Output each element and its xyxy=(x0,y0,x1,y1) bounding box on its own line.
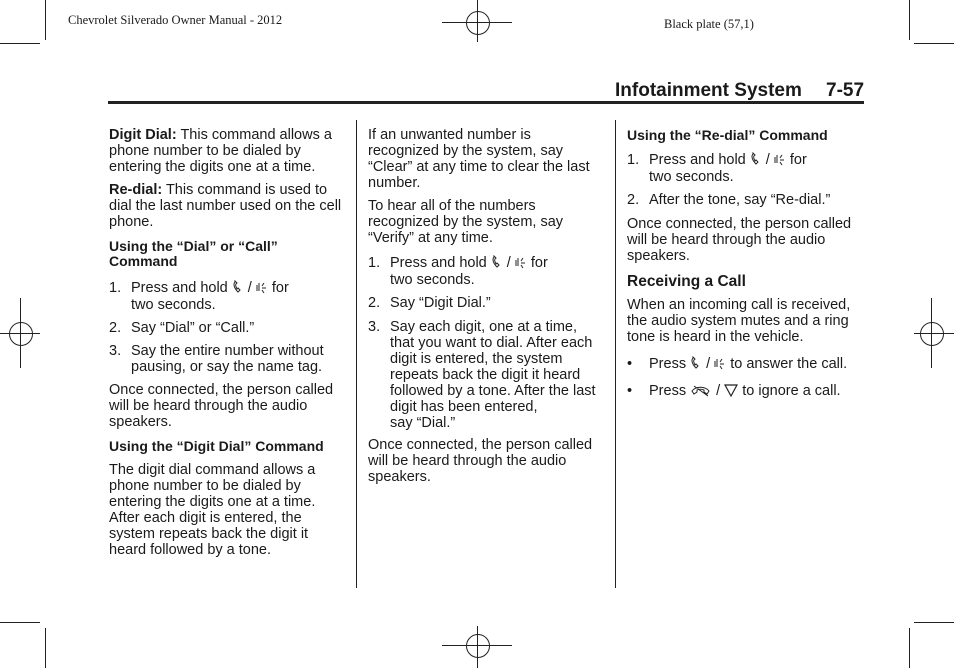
separator: / xyxy=(247,280,252,296)
list-item xyxy=(368,319,596,431)
paragraph: Once connected, the person called will be heard through the audio speakers. xyxy=(627,216,852,264)
section-heading: Receiving a Call xyxy=(627,273,746,290)
term: Digit Dial: xyxy=(109,127,177,143)
definition: This command is used to dial the last number used on the cell phone. xyxy=(109,182,342,230)
list-item xyxy=(627,192,830,209)
item-text: Say each digit, one at a time, that you want to dial. After each digit is entered, the system repeats back the digit it heard followed by a tone. After the last digit has been entered, say “Dial.” xyxy=(390,319,596,431)
item-text: Press and hold xyxy=(131,280,228,296)
voice-icon xyxy=(714,356,726,370)
phone-icon xyxy=(232,280,244,294)
bullet-item: • Press / to answer the call. xyxy=(627,356,848,372)
crop-mark xyxy=(45,628,46,668)
voice-icon xyxy=(256,280,268,294)
hang-up-icon xyxy=(690,383,712,397)
definition: This command allows a phone number to be dialed by entering the digits one at a time. xyxy=(109,127,332,175)
crop-mark xyxy=(20,298,21,368)
subheading: Using the “Dial” or “Call” Command xyxy=(109,238,278,269)
registration-mark xyxy=(920,322,944,346)
item-text: to ignore a call. xyxy=(742,383,841,399)
separator: / xyxy=(506,255,511,271)
term: Re-dial: xyxy=(109,182,163,198)
crop-mark xyxy=(931,298,932,368)
registration-mark xyxy=(466,634,490,658)
item-number: 2. xyxy=(368,295,381,311)
item-text: Press xyxy=(649,383,687,399)
crop-mark xyxy=(477,0,478,42)
item-number: 2. xyxy=(109,320,122,336)
item-number: 3. xyxy=(109,343,122,359)
crop-mark xyxy=(914,622,954,623)
subheading: Using the “Re-dial” Command xyxy=(627,127,828,143)
column-divider xyxy=(615,120,616,588)
header-rule xyxy=(108,101,864,104)
paragraph: Once connected, the person called will be heard through the audio speakers. xyxy=(109,382,334,430)
bullet-item: • Press / to ignore a call. xyxy=(627,383,841,399)
separator: / xyxy=(706,356,711,372)
list-item xyxy=(109,280,289,314)
crop-mark xyxy=(0,622,40,623)
crop-mark xyxy=(45,0,46,40)
paragraph: The digit dial command allows a phone number to be dialed by entering the digits one at a time. After each digit is entered, the system repeats back the digit it heard followed by a tone. xyxy=(109,462,316,558)
item-text: to answer the call. xyxy=(730,356,848,372)
column-divider xyxy=(356,120,357,588)
item-number: 1. xyxy=(368,255,381,271)
separator: / xyxy=(716,383,721,399)
item-text: Press and hold xyxy=(649,152,746,168)
paragraph: Once connected, the person called will be heard through the audio speakers. xyxy=(368,437,593,485)
item-number: 2. xyxy=(627,192,640,208)
registration-mark xyxy=(9,322,33,346)
plate-label: Black plate (57,1) xyxy=(664,17,754,31)
mute-triangle-icon xyxy=(724,383,738,397)
list-item xyxy=(368,295,491,312)
item-number: 1. xyxy=(109,280,122,296)
item-text: for two seconds. xyxy=(131,280,289,313)
list-item xyxy=(368,255,548,289)
crop-mark xyxy=(477,626,478,668)
running-head: Chevrolet Silverado Owner Manual - 2012 xyxy=(68,13,283,27)
item-text: Say “Dial” or “Call.” xyxy=(131,320,255,336)
item-text: for two seconds. xyxy=(390,255,548,288)
page-number: 7-57 xyxy=(826,80,865,101)
phone-icon xyxy=(690,356,702,370)
crop-mark xyxy=(914,43,954,44)
list-item xyxy=(627,152,807,186)
voice-icon xyxy=(515,255,527,269)
paragraph: When an incoming call is received, the audio system mutes and a ring tone is heard in the vehicle. xyxy=(627,297,851,345)
phone-icon xyxy=(491,255,503,269)
separator: / xyxy=(765,152,770,168)
registration-mark xyxy=(466,11,490,35)
subheading: Using the “Digit Dial” Command xyxy=(109,438,324,454)
section-title: Infotainment System xyxy=(615,80,802,101)
digit-dial-paragraph xyxy=(109,127,332,175)
item-text: Say “Digit Dial.” xyxy=(390,295,491,311)
redial-paragraph xyxy=(109,182,341,230)
item-text: Press and hold xyxy=(390,255,487,271)
item-text: Say the entire number without pausing, or say the name tag. xyxy=(131,343,324,375)
item-number: 3. xyxy=(368,319,381,335)
item-text: for two seconds. xyxy=(649,152,807,185)
crop-mark xyxy=(909,628,910,668)
voice-icon xyxy=(774,152,786,166)
item-number: 1. xyxy=(627,152,640,168)
crop-mark xyxy=(0,43,40,44)
item-text: Press xyxy=(649,356,687,372)
phone-icon xyxy=(750,152,762,166)
list-item xyxy=(109,343,324,375)
crop-mark xyxy=(909,0,910,40)
list-item xyxy=(109,320,254,337)
crop-mark xyxy=(914,333,954,334)
item-text: After the tone, say “Re-dial.” xyxy=(649,192,831,208)
paragraph: To hear all of the numbers recognized by the system, say “Verify” at any time. xyxy=(368,198,564,246)
paragraph: If an unwanted number is recognized by the system, say “Clear” at any time to clear the last number. xyxy=(368,127,590,191)
